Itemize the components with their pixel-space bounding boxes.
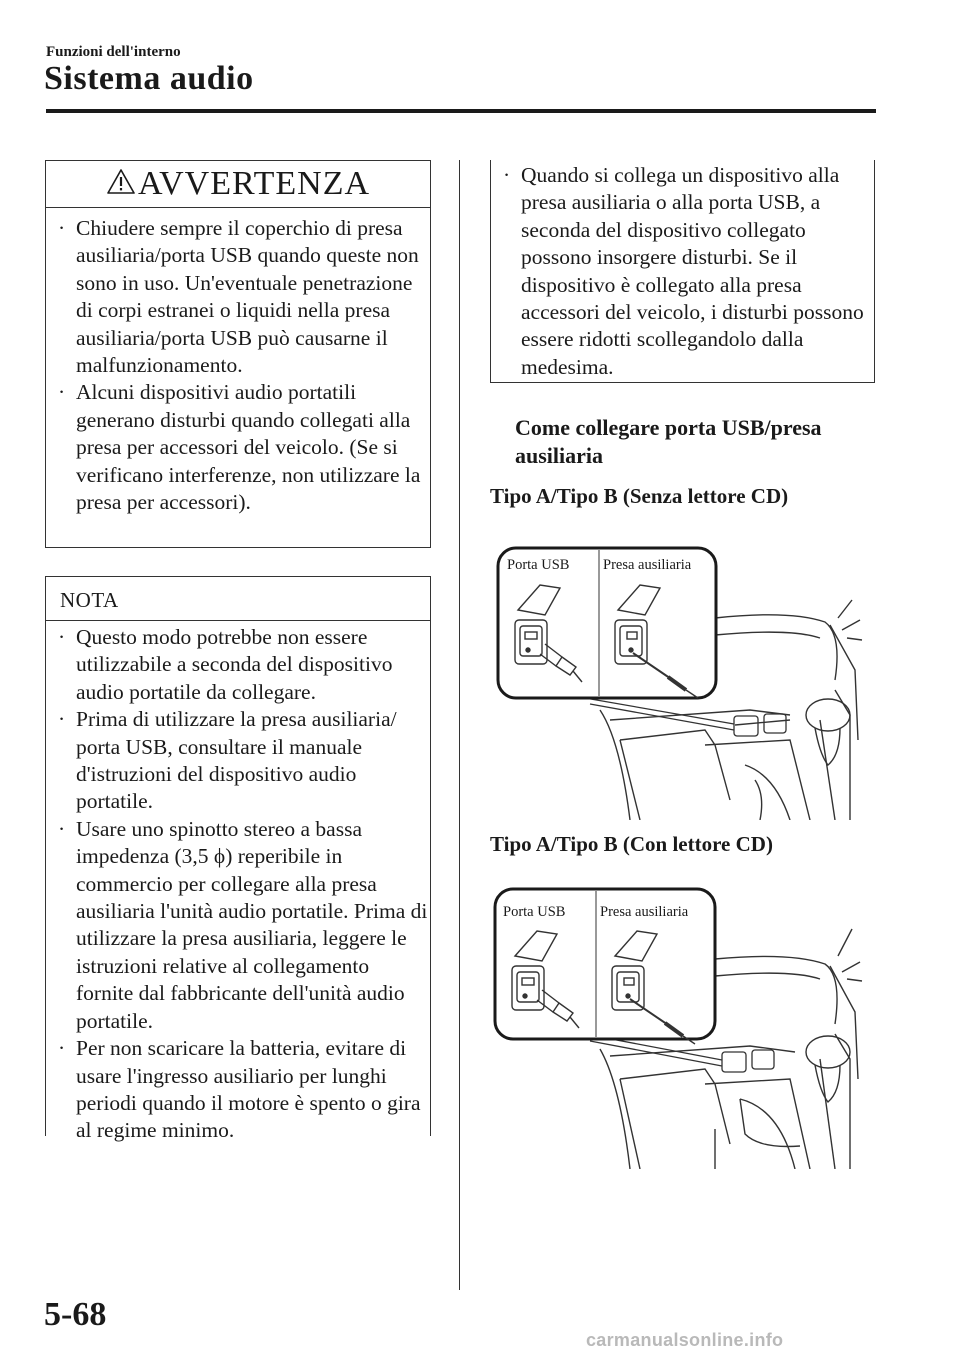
title-rule [46,109,876,113]
label-aux-jack-2: Presa ausiliaria [600,904,689,920]
note-divider [46,620,430,621]
note-item [46,624,430,706]
bullet-icon: · [58,1036,66,1061]
warning-box [45,160,431,548]
page-number: 5-68 [44,1296,107,1333]
note-frame-top [45,576,430,577]
note-item-4-text: Per non scaricare la batteria, evitare di usare l'ingresso ausiliario per lunghi periodi quando il motore è spento o gira al regime minimo. [76,1036,421,1143]
note-item-2-text: Prima di utilizzare la presa ausiliaria/ porta USB, consultare il manuale d'istruzioni del dispositivo audio portatile. [76,707,397,814]
label-usb-port-2: Porta USB [503,904,566,920]
bullet-icon: · [58,216,66,240]
section-label: Funzioni dell'interno [46,44,181,60]
note-frame-right [430,576,431,1136]
column-divider [459,160,460,1290]
section-heading: Come collegare porta USB/presa ausiliaria [515,415,822,468]
note-item [46,706,430,816]
warning-item-2-text: Alcuni dispositivi audio portatili generano disturbi quando collegati alla presa per accessori del veicolo. (Se si verificano interferenze, non utilizzare la presa per accessori). [76,380,421,515]
subheading-with-cd: Tipo A/Tipo B (Con lettore CD) [490,832,773,856]
note-item [491,162,875,381]
warning-item [46,215,430,379]
subheading-without-cd: Tipo A/Tipo B (Senza lettore CD) [490,484,789,508]
warning-item-text [76,216,419,377]
warning-item-1-text: Chiudere sempre il coperchio di presa ausiliaria/porta USB quando queste non sono in uso. Un'eventuale penetrazione di corpi estranei o liquidi nella presa ausiliaria/porta USB può causarne il malfunzionamento. [76,216,419,378]
note-continuation [491,162,875,381]
bullet-icon: · [58,380,66,405]
footer-watermark: carmanualsonline.info [586,1330,784,1350]
note-title: NOTA [60,588,119,612]
label-aux-jack-1: Presa ausiliaria [603,557,692,573]
warning-item [46,379,430,516]
note-continuation-frame-bottom [490,382,875,383]
bullet-icon: · [58,707,66,732]
label-usb-port-1: Porta USB [507,557,570,573]
note-item-3-text: Usare uno spinotto stereo a bassa impedenza (3,5 ϕ) reperibile in commercio per collegare alla presa ausiliaria l'unità audio portatile. Prima di utilizzare la presa ausiliaria, leggere le istruzioni relative al collegamento fornite dal fabbricante dell'unità audio portatile. [76,816,428,1033]
note-item-5-text: Quando si collega un dispositivo alla presa ausiliaria o alla porta USB, a seconda del dispositivo collegato possono insorgere disturbi. Se il dispositivo è collegato alla presa accessori del veicolo, i disturbi possono essere ridotti scollegandolo dalla medesima. [521,163,864,379]
bullet-icon: · [58,816,66,841]
bullet-icon: · [503,163,511,187]
page-title: Sistema audio [44,60,254,97]
warning-title-text: AVVERTENZA [137,165,371,202]
warning-triangle-icon [106,168,136,195]
warning-list [46,215,430,516]
note-item [46,816,430,1035]
warning-title [46,165,430,203]
illustration-without-cd [490,540,880,820]
bullet-icon: · [58,625,66,649]
illustration-with-cd [490,884,880,1169]
note-item-1-text: Questo modo potrebbe non essere utilizzabile a seconda del dispositivo audio portatile da collegare. [76,625,393,704]
note-list [46,624,430,1145]
note-item [46,1035,430,1145]
warning-divider [46,207,430,208]
